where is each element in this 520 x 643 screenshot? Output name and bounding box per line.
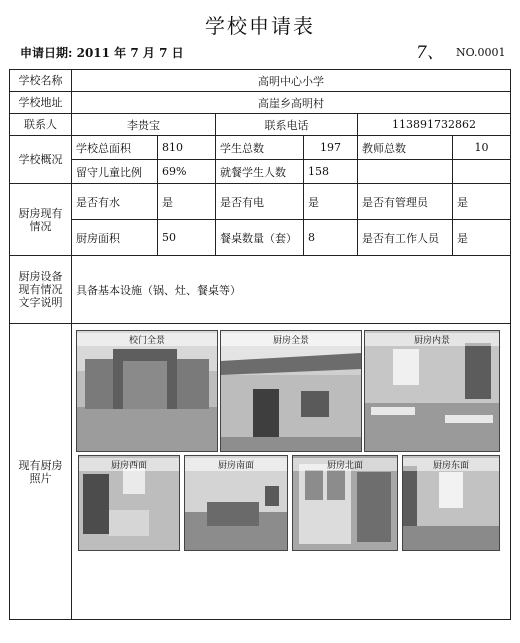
- photo-caption: 厨房西面: [79, 458, 179, 471]
- school-address-value: 高崖乡高明村: [72, 92, 511, 114]
- water-label: 是否有水: [72, 184, 158, 220]
- handwritten-mark: 7、: [416, 43, 444, 63]
- kitchen-building-picture: [221, 331, 361, 451]
- contact-value: 李贵宝: [72, 114, 216, 136]
- photo-grid: [72, 327, 510, 617]
- document-number: NO.0001: [456, 46, 506, 59]
- gate-picture: [77, 331, 217, 451]
- school-name-label: 学校名称: [10, 70, 72, 92]
- school-address-label: 学校地址: [10, 92, 72, 114]
- photo-caption: 厨房内景: [365, 333, 499, 346]
- tables-value: 8: [304, 220, 358, 256]
- kitchen-area-label: 厨房面积: [72, 220, 158, 256]
- tables-label: 餐桌数量（套）: [216, 220, 304, 256]
- row-kitchen-1: [10, 184, 511, 220]
- students-value: 197: [304, 136, 358, 160]
- photo-school-gate: [76, 330, 218, 452]
- row-school-name: [10, 70, 511, 92]
- teachers-label: 教师总数: [358, 136, 453, 160]
- row-kitchen-2: [10, 220, 511, 256]
- power-label: 是否有电: [216, 184, 304, 220]
- manager-label: 是否有管理员: [358, 184, 453, 220]
- kitchen-interior-picture: [365, 331, 499, 451]
- teachers-value: 10: [453, 136, 511, 160]
- row-overview-2: [10, 160, 511, 184]
- dining-label: 就餐学生人数: [216, 160, 304, 184]
- area-label: 学校总面积: [72, 136, 158, 160]
- contact-label: 联系人: [10, 114, 72, 136]
- leftbehind-label: 留守儿童比例: [72, 160, 158, 184]
- phone-value: 113891732862: [358, 114, 511, 136]
- photo-caption: 厨房南面: [185, 458, 287, 471]
- overview-label: 学校概况: [10, 136, 72, 184]
- photo-kitchen-west: [78, 455, 180, 551]
- students-label: 学生总数: [216, 136, 304, 160]
- school-name-value: 高明中心小学: [72, 70, 511, 92]
- photo-kitchen-overview: [220, 330, 362, 452]
- power-value: 是: [304, 184, 358, 220]
- row-school-address: [10, 92, 511, 114]
- photo-caption: 厨房全景: [221, 333, 361, 346]
- form-title: 学校申请表: [205, 14, 315, 38]
- application-form-table: [9, 69, 511, 620]
- dining-value: 158: [304, 160, 358, 184]
- staff-label: 是否有工作人员: [358, 220, 453, 256]
- photo-caption: 校门全景: [77, 333, 217, 346]
- row-equipment: [10, 256, 511, 324]
- phone-label: 联系电话: [216, 114, 358, 136]
- photos-label: 现有厨房照片: [10, 324, 72, 620]
- empty-cell: [358, 160, 453, 184]
- photo-kitchen-south: [184, 455, 288, 551]
- photo-caption: 厨房东面: [403, 458, 499, 471]
- water-value: 是: [158, 184, 216, 220]
- leftbehind-value: 69%: [158, 160, 216, 184]
- apply-date: 申请日期: 2011 年 7 月 7 日: [20, 46, 184, 60]
- empty-cell: [453, 160, 511, 184]
- kitchen-area-value: 50: [158, 220, 216, 256]
- equipment-text: 具备基本设施（锅、灶、餐桌等）: [72, 256, 511, 324]
- kitchen-label: 厨房现有情况: [10, 184, 72, 256]
- staff-value: 是: [453, 220, 511, 256]
- manager-value: 是: [453, 184, 511, 220]
- row-photos: [10, 324, 511, 620]
- photo-kitchen-east: [402, 455, 500, 551]
- row-contact: [10, 114, 511, 136]
- photo-caption: 厨房北面: [293, 458, 397, 471]
- row-overview-1: [10, 136, 511, 160]
- photo-kitchen-north: [292, 455, 398, 551]
- area-value: 810: [158, 136, 216, 160]
- equipment-label: 厨房设备现有情况文字说明: [10, 256, 72, 324]
- photo-kitchen-interior: [364, 330, 500, 452]
